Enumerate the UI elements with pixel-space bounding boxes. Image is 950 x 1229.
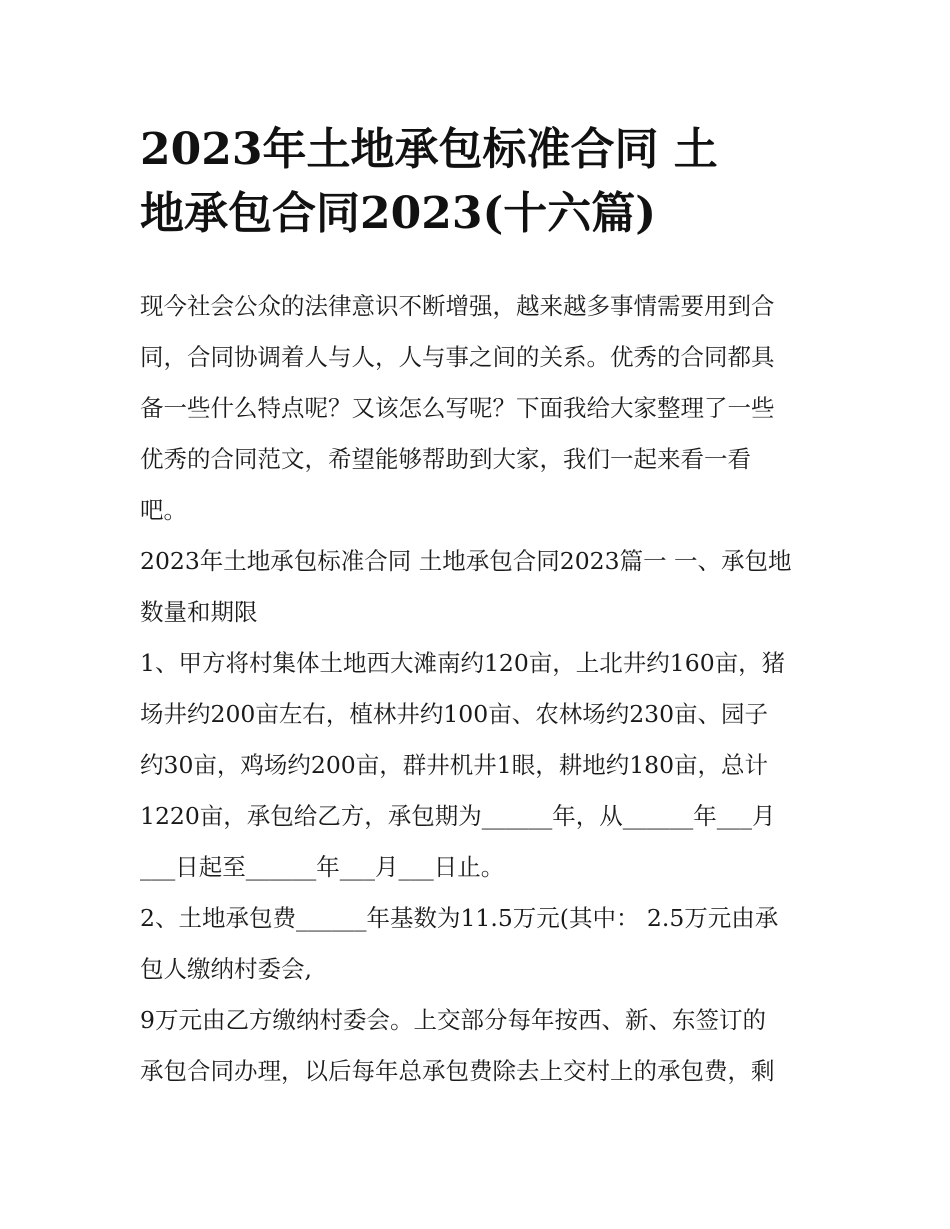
body-line: 优秀的合同范文，希望能够帮助到大家，我们一起来看一看 [140, 445, 751, 473]
section-heading-line: 2023年土地承包标准合同 土地承包合同2023篇一 一、承包地 [140, 547, 792, 575]
body-line: 场井约200亩左右，植林井约100亩、农林场约230亩、园子 [140, 700, 769, 728]
document-body [140, 281, 820, 1097]
body-line: 承包合同办理，以后每年总承包费除去上交村上的承包费，剩 [140, 1057, 775, 1085]
document-title [140, 118, 820, 246]
body-line: 吧。 [140, 496, 187, 524]
body-line: 包人缴纳村委会, [140, 955, 312, 983]
body-line: 同，合同协调着人与人，人与事之间的关系。优秀的合同都具 [140, 343, 775, 371]
body-line: 1、甲方将村集体土地西大滩南约120亩，上北井约160亩，猪 [140, 649, 786, 677]
body-line: 备一些什么特点呢？又该怎么写呢？下面我给大家整理了一些 [140, 394, 775, 422]
title-line-2: 地承包合同2023(十六篇) [140, 188, 657, 239]
body-line: 2、土地承包费______年基数为11.5万元(其中： 2.5万元由承 [140, 904, 779, 932]
body-line: 约30亩，鸡场约200亩，群井机井1眼，耕地约180亩，总计 [140, 751, 769, 779]
body-line: ___日起至______年___月___日止。 [140, 853, 505, 881]
body-line: 9万元由乙方缴纳村委会。上交部分每年按西、新、东签订的 [140, 1006, 766, 1034]
body-line: 现今社会公众的法律意识不断增强，越来越多事情需要用到合 [140, 292, 775, 320]
title-line-1: 2023年土地承包标准合同 土 [140, 124, 718, 175]
section-heading-line: 数量和期限 [140, 598, 258, 626]
body-line: 1220亩，承包给乙方，承包期为______年，从______年___月 [140, 802, 776, 830]
